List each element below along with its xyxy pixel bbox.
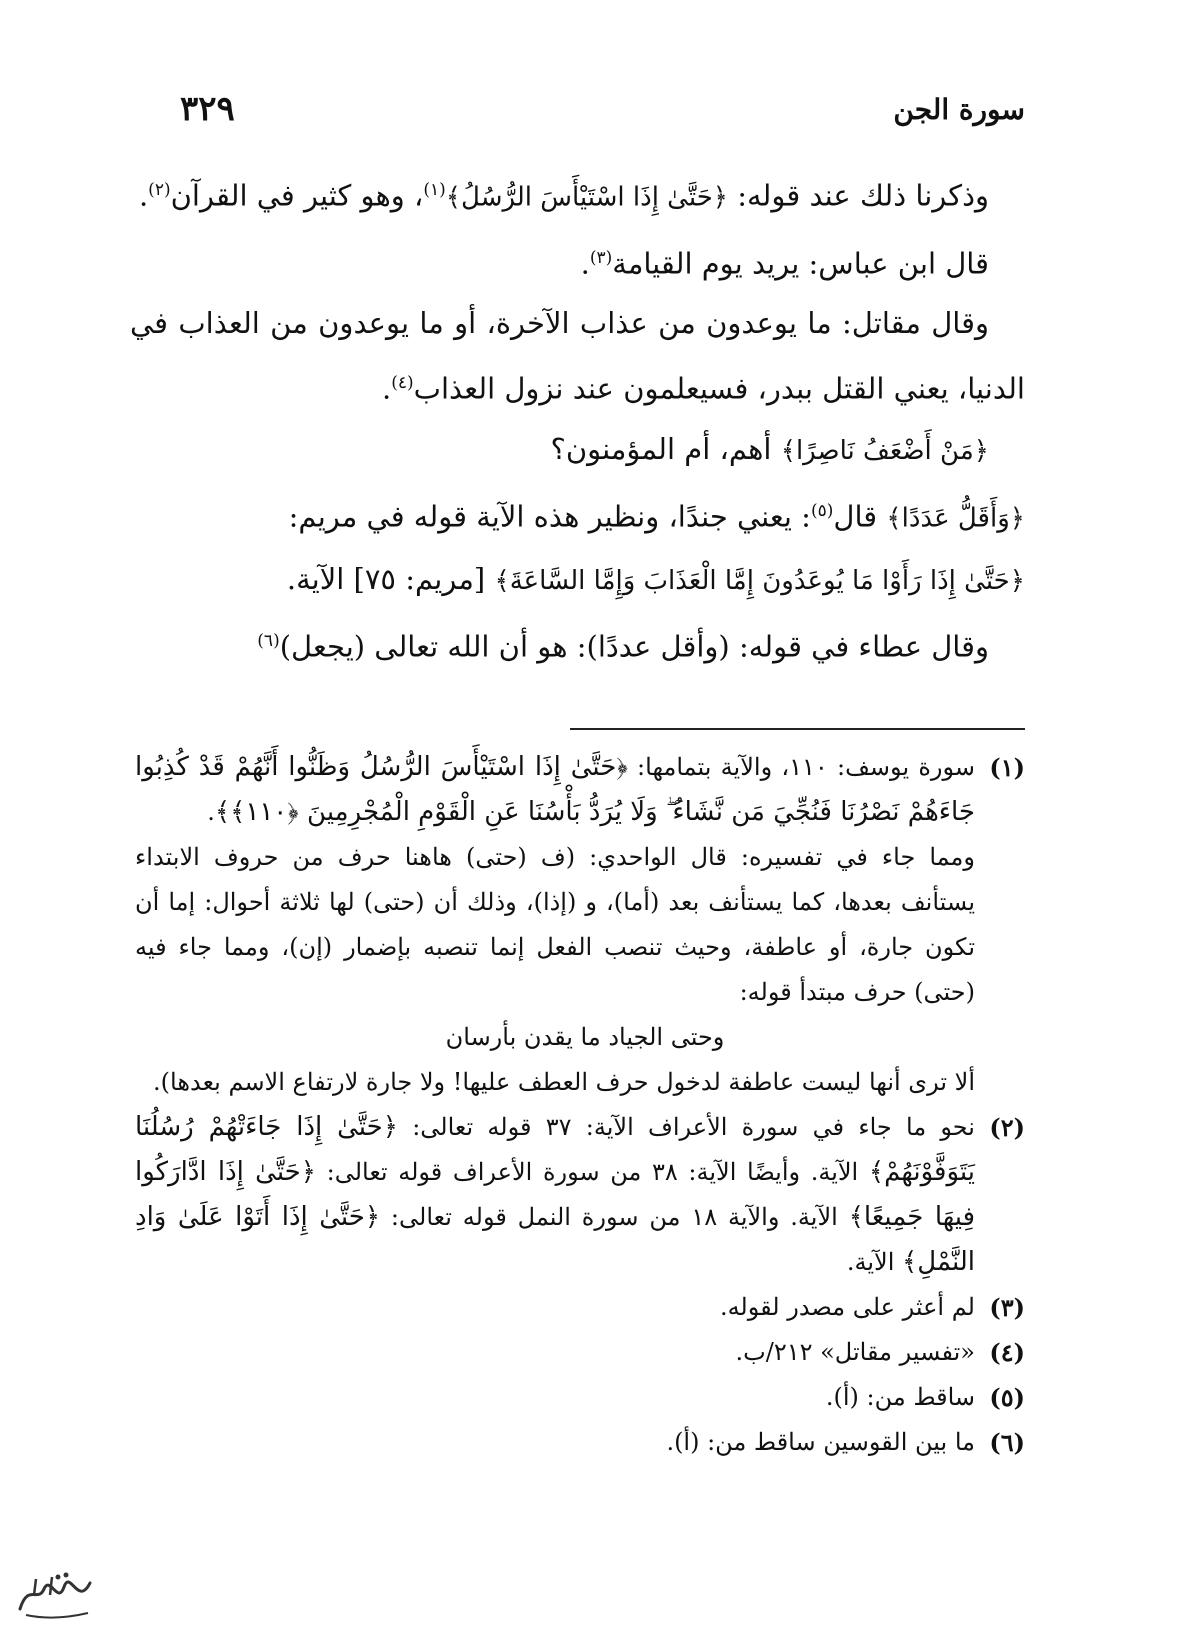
paragraph-7: وقال عطاء في قوله: (وأقل عددًا): هو أن الله تعالى (يجعل)$^{(٦)}$ [257, 629, 989, 664]
footnote-2 [135, 1105, 1025, 1285]
footnote-text: نحو ما جاء في سورة الأعراف الآية: ٣٧ قوله تعالى: ﴿حَتَّىٰ إِذَا جَاءَتْهُمْ رُسُلُنَا يَتَوَفَّوْنَهُمْ﴾ الآية. وأيضًا الآية: ٣٨ من سورة الأعراف قوله تعالى: ﴿حَتَّىٰ إِذَا ادَّارَكُوا فِيهَا جَمِيعًا﴾ الآية. والآية ١٨ من سورة النمل قوله تعالى: ﴿حَتَّىٰ إِذَا أَتَوْا عَلَىٰ وَادِ النَّمْلِ﴾ الآية. [135, 1112, 976, 1277]
footnote-number: (٤) [989, 1338, 1025, 1367]
paragraph-3: وقال مقاتل: ما يوعدون من عذاب الآخرة، أو ما يوعدون من العذاب في الدنيا، يعني القتل ببدر، فسيعلمون عند نزول العذاب$^{(٤)}$. [130, 306, 1025, 406]
footnote-ref: (٥) [810, 500, 834, 521]
footnote-ref: (١) [423, 180, 446, 200]
quran-verse: ﴿حَتَّىٰ إِذَا اسْتَيْأَسَ الرُّسُلُ﴾ [445, 182, 729, 213]
footnote-text: سورة يوسف: ١١٠، والآية بتمامها: ﴿حَتَّىٰ إِذَا اسْتَيْأَسَ الرُّسُلُ وَظَنُّوا أَنَّهُمْ قَدْ كُذِبُوا جَاءَهُمْ نَصْرُنَا فَنُجِّيَ مَن نَّشَاءُ ۖ وَلَا يُرَدُّ بَأْسُنَا عَنِ الْقَوْمِ الْمُجْرِمِينَ ﴿١١٠﴾﴾. [135, 752, 975, 827]
poetry-verse: وحتى الجياد ما يقدن بأرسان [445, 1023, 725, 1051]
quran-verse: ﴿حَتَّىٰ إِذَا رَأَوْا مَا يُوعَدُونَ إِمَّا الْعَذَابَ وَإِمَّا السَّاعَةَ﴾ [494, 565, 1025, 596]
quran-verse: ﴿حَتَّىٰ إِذَا جَاءَتْهُمْ رُسُلُنَا يَتَوَفَّوْنَهُمْ﴾ [135, 1112, 975, 1187]
quran-verse: ﴿حَتَّىٰ إِذَا ادَّارَكُوا فِيهَا جَمِيعًا﴾ [135, 1157, 976, 1232]
footnote-number: (٦) [989, 1428, 1025, 1457]
paragraph-2: قال ابن عباس: يريد يوم القيامة$^{(٣)}$. [580, 246, 989, 281]
paragraph-4: ﴿مَنْ أَضْعَفُ نَاصِرًا﴾ أهم، أم المؤمنون؟ [550, 431, 989, 466]
quran-verse: ﴿مَنْ أَضْعَفُ نَاصِرًا﴾ [780, 435, 989, 466]
paragraph-6: ﴿حَتَّىٰ إِذَا رَأَوْا مَا يُوعَدُونَ إِمَّا الْعَذَابَ وَإِمَّا السَّاعَةَ﴾ [مريم: ٧٥] الآية. [286, 561, 1025, 596]
footnotes [135, 745, 1025, 1465]
quran-verse: ﴿حَتَّىٰ إِذَا اسْتَيْأَسَ الرُّسُلُ وَظَنُّوا أَنَّهُمْ قَدْ كُذِبُوا جَاءَهُمْ نَصْرُنَا فَنُجِّيَ مَن نَّشَاءُ ۖ وَلَا يُرَدُّ بَأْسُنَا عَنِ الْقَوْمِ الْمُجْرِمِينَ ﴿١١٠﴾﴾ [135, 752, 975, 827]
footnote-number: (٥) [989, 1383, 1025, 1412]
quran-verse: ﴿وَأَقَلُّ عَدَدًا﴾ [886, 503, 1025, 534]
footnote-4 [135, 1330, 1025, 1375]
footnote-text: ساقط من: (أ). [825, 1383, 975, 1411]
page-header [180, 84, 1025, 134]
footnote-text: لم أعثر على مصدر لقوله. [719, 1293, 975, 1321]
footnote-ref: (٣) [589, 247, 613, 268]
footnote-number: (١) [989, 753, 1025, 782]
footnote-text: ألا ترى أنها ليست عاطفة لدخول حرف العطف عليها! ولا جارة لارتفاع الاسم بعدها). [153, 1068, 975, 1096]
footnote-text: «تفسير مقاتل» ٢١٢/ب. [735, 1338, 975, 1366]
footnote-ref: (٢) [148, 180, 171, 200]
paragraph-1: وذكرنا ذلك عند قوله: ﴿حَتَّىٰ إِذَا اسْتَيْأَسَ الرُّسُلُ﴾$^{(١)}$، وهو كثير في القرآن$^{(٢)}$. [138, 178, 989, 213]
footnote-number: (٣) [989, 1293, 1025, 1322]
surah-title: سورة الجن [893, 92, 1025, 126]
quran-verse: ﴿حَتَّىٰ إِذَا أَتَوْا عَلَىٰ وَادِ النَّمْلِ﴾ [135, 1202, 975, 1277]
footnote-1 [135, 745, 1025, 1105]
footnote-text: ومما جاء في تفسيره: قال الواحدي: (ف (حتى) هاهنا حرف من حروف الابتداء يستأنف بعدها، كما يستأنف بعد (أما)، و (إذا)، وذلك أن (حتى) لها ثلاثة أحوال: إما أن تكون جارة، أو عاطفة، وحيث تنصب الفعل إنما تنصبه بإضمار (إن)، ومما جاء فيه (حتى) حرف مبتدأ قوله: [135, 843, 975, 1006]
footnote-text: ما بين القوسين ساقط من: (أ). [666, 1428, 975, 1456]
paragraph-5: ﴿وَأَقَلُّ عَدَدًا﴾ قال$^{(٥)}$: يعني جندًا، ونظير هذه الآية قوله في مريم: [288, 499, 1025, 534]
main-text [130, 160, 1025, 676]
almoshahed-logo-icon [14, 1565, 98, 1623]
page-number: ٣٢٩ [180, 89, 235, 129]
footnote-number: (٢) [989, 1113, 1025, 1142]
footnote-6 [135, 1420, 1025, 1465]
footnote-5 [135, 1375, 1025, 1420]
footnote-ref: (٤) [391, 373, 414, 394]
footnote-ref: (٦) [257, 630, 280, 651]
footnote-divider [570, 728, 1025, 730]
footnote-3 [135, 1285, 1025, 1330]
